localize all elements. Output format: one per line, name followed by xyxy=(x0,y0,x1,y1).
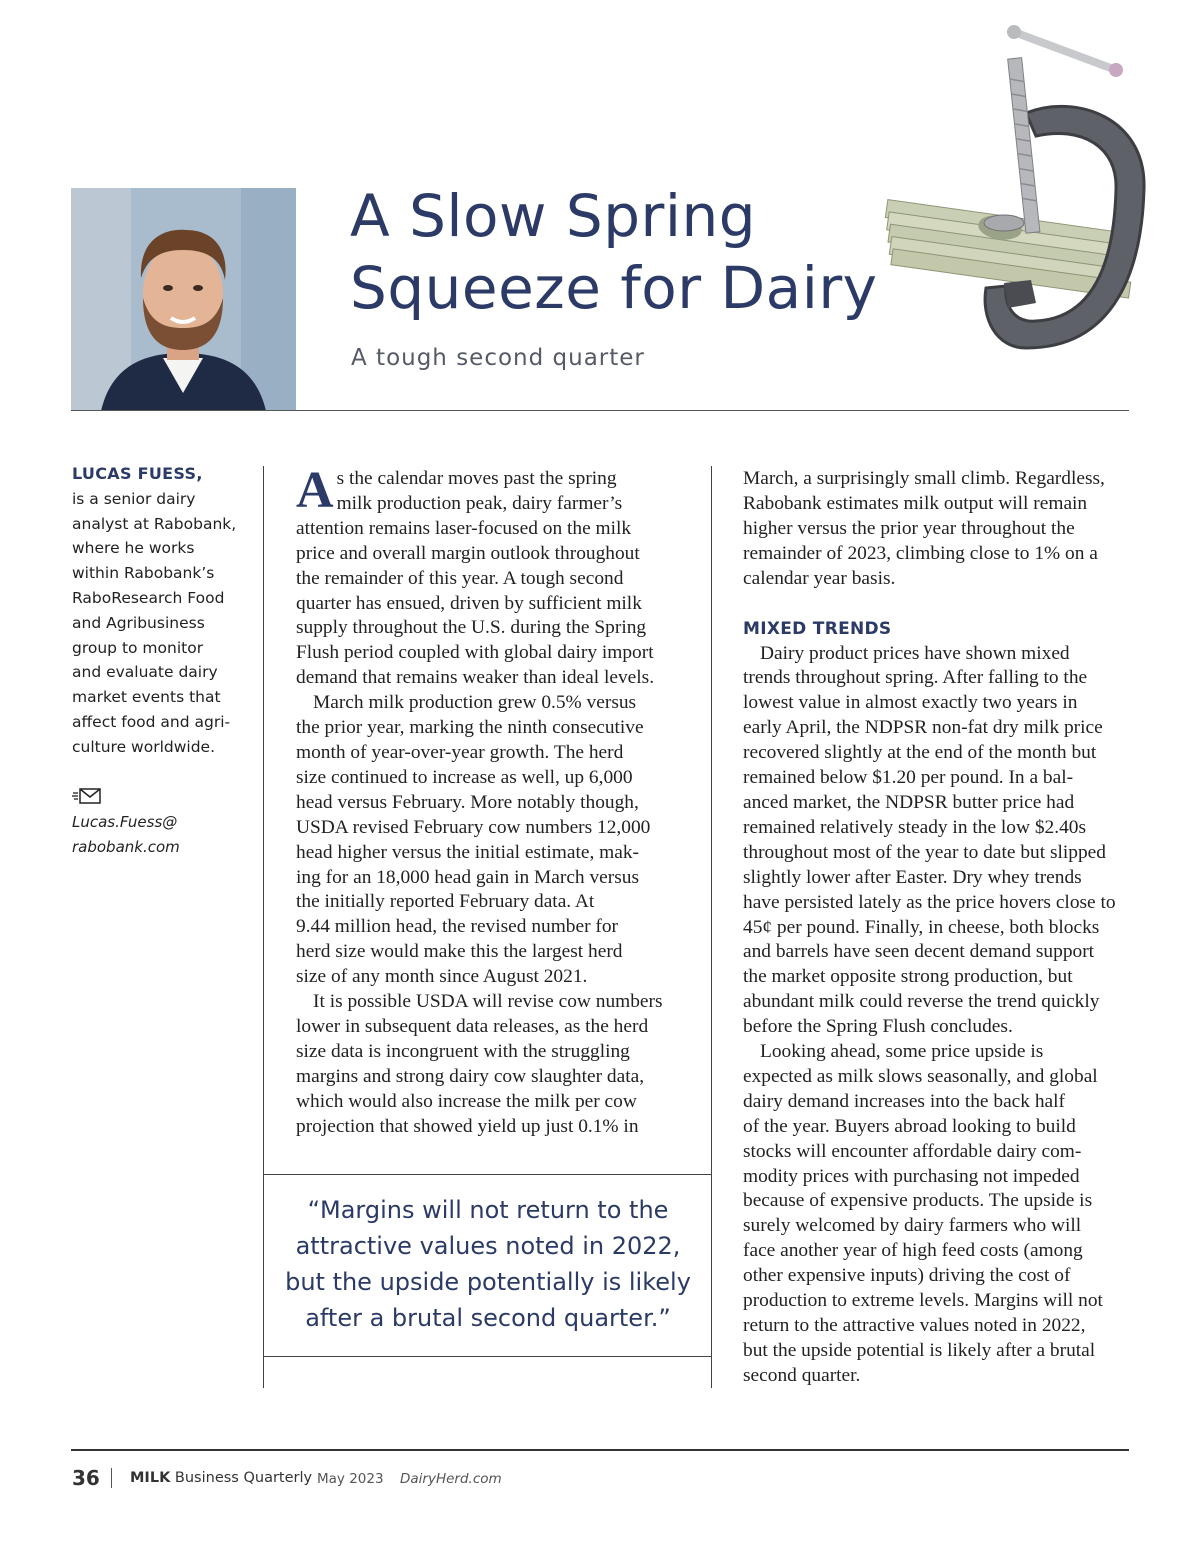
clamp-icon xyxy=(876,18,1166,373)
text-line: second quarter. xyxy=(743,1364,861,1386)
text-line: remained below $1.20 per pound. In a bal- xyxy=(743,767,1074,789)
text-line: Flush period coupled with global dairy import xyxy=(296,642,654,664)
text-line: USDA revised February cow numbers 12,000 xyxy=(296,816,651,838)
text-line: early April, the NDPSR non-fat dry milk price xyxy=(743,717,1103,739)
footer-separator xyxy=(111,1468,112,1488)
text-line: Rabobank estimates milk output will remain xyxy=(743,492,1088,514)
pull-quote-top-rule xyxy=(263,1174,711,1175)
text-line: s the calendar moves past the spring xyxy=(336,468,617,489)
pull-quote-line: “Margins will not return to the xyxy=(307,1196,669,1224)
bio-line: RaboResearch Food xyxy=(72,588,225,607)
text-line: head higher versus the initial estimate, mak- xyxy=(296,841,640,863)
text-line: milk production peak, dairy farmer’s xyxy=(336,492,623,514)
pull-quote-bottom-rule xyxy=(263,1356,711,1357)
text-line: other expensive inputs) driving the cost of xyxy=(743,1265,1071,1287)
bio-line: and evaluate dairy xyxy=(72,663,218,682)
text-line: and barrels have seen decent demand support xyxy=(743,941,1095,963)
text-line: 45¢ per pound. Finally, in cheese, both blocks xyxy=(743,916,1100,938)
text-line: March milk production grew 0.5% versus xyxy=(313,692,637,714)
text-line: attention remains laser-focused on the milk xyxy=(296,517,632,539)
column-divider xyxy=(263,466,264,1388)
bio-line: group to monitor xyxy=(72,638,204,657)
text-line: abundant milk could reverse the trend quickly xyxy=(743,991,1100,1013)
bio-line: affect food and agri- xyxy=(72,712,231,731)
text-line: Looking ahead, some price upside is xyxy=(760,1041,1044,1063)
text-line: modity prices with purchasing not impeded xyxy=(743,1165,1080,1187)
text-line: supply throughout the U.S. during the Spring xyxy=(296,617,647,639)
author-name: LUCAS FUESS, xyxy=(72,464,203,483)
text-line: the remainder of this year. A tough second xyxy=(296,567,624,589)
text-line: 9.44 million head, the revised number for xyxy=(296,916,619,938)
text-line: trends throughout spring. After falling to the xyxy=(743,667,1088,689)
text-line: It is possible USDA will revise cow numbers xyxy=(313,991,663,1013)
pull-quote-line: attractive values noted in 2022, xyxy=(295,1232,681,1260)
text-line: size of any month since August 2021. xyxy=(296,966,588,988)
text-line: before the Spring Flush concludes. xyxy=(743,1016,1013,1038)
text-line: March, a surprisingly small climb. Regardless, xyxy=(743,468,1105,489)
text-line: expected as milk slows seasonally, and global xyxy=(743,1065,1098,1087)
bio-line: is a senior dairy xyxy=(72,489,196,508)
text-line: but the upside potential is likely after a brutal xyxy=(743,1339,1096,1361)
website-link[interactable]: DairyHerd.com xyxy=(400,1471,502,1487)
text-line: size continued to increase as well, up 6,000 xyxy=(296,766,633,788)
title-line: A Slow Spring xyxy=(350,182,757,250)
author-portrait-image xyxy=(71,188,296,411)
text-line: anced market, the NDPSR butter price had xyxy=(743,791,1075,813)
issue-date: May 2023 xyxy=(317,1471,384,1487)
text-line: throughout most of the year to date but slipped xyxy=(743,841,1106,863)
text-line: face another year of high feed costs (among xyxy=(743,1240,1083,1262)
text-line: return to the attractive values noted in 2022, xyxy=(743,1315,1086,1336)
text-line: ing for an 18,000 head gain in March versus xyxy=(296,866,640,888)
pull-quote-line: after a brutal second quarter.” xyxy=(305,1304,671,1332)
text-line: lowest value in almost exactly two years in xyxy=(743,692,1078,714)
clamp-money-illustration xyxy=(876,18,1166,373)
article-column-1 xyxy=(296,462,676,1139)
pull-quote-line: but the upside potentially is likely xyxy=(285,1268,691,1296)
bio-line: market events that xyxy=(72,688,221,707)
bio-line: culture worldwide. xyxy=(72,737,216,756)
text-line: production to extreme levels. Margins will not xyxy=(743,1290,1103,1312)
column-2-text-bottom xyxy=(743,642,1133,1389)
column-divider xyxy=(711,466,712,1388)
publication-name-bold: MILK xyxy=(130,1470,171,1486)
author-portrait xyxy=(71,188,296,411)
text-line: the prior year, marking the ninth consecutive xyxy=(296,717,644,739)
text-line: remained relatively steady in the low $2.40s xyxy=(743,816,1087,838)
drop-cap: A xyxy=(296,462,334,519)
text-line: size data is incongruent with the struggling xyxy=(296,1040,630,1062)
text-line: slightly lower after Easter. Dry whey trends xyxy=(743,866,1082,888)
bio-line: where he works xyxy=(72,539,195,558)
text-line: calendar year basis. xyxy=(743,567,896,589)
text-line: month of year-over-year growth. The herd xyxy=(296,741,624,763)
text-line: which would also increase the milk per cow xyxy=(296,1090,637,1112)
text-line: stocks will encounter affordable dairy com- xyxy=(743,1140,1082,1162)
text-line: herd size would make this the largest herd xyxy=(296,941,623,963)
footer-divider xyxy=(71,1449,1129,1451)
text-line: of the year. Buyers abroad looking to build xyxy=(743,1115,1076,1137)
text-line: the initially reported February data. At xyxy=(296,891,595,913)
text-line: lower in subsequent data releases, as the herd xyxy=(296,1015,649,1037)
bio-line: and Agribusiness xyxy=(72,613,205,632)
section-heading: MIXED TRENDS xyxy=(743,618,892,639)
text-line: demand that remains weaker than ideal levels. xyxy=(296,667,655,689)
text-line: quarter has ensued, driven by sufficient milk xyxy=(296,592,642,614)
page-subtitle: A tough second quarter xyxy=(351,345,645,371)
text-line: recovered slightly at the end of the month but xyxy=(743,742,1097,764)
bio-line: analyst at Rabobank, xyxy=(72,514,237,533)
email-line: Lucas.Fuess@ xyxy=(72,812,178,831)
text-line: margins and strong dairy cow slaughter data, xyxy=(296,1065,645,1087)
page-title xyxy=(350,180,910,324)
article-column-2 xyxy=(743,467,1133,1389)
publication-name xyxy=(130,1470,312,1486)
pull-quote xyxy=(280,1192,696,1336)
text-line: projection that showed yield up just 0.1% in xyxy=(296,1115,639,1137)
text-line: head versus February. More notably though, xyxy=(296,791,639,813)
column-2-text-top xyxy=(743,467,1133,592)
text-line: higher versus the prior year throughout the xyxy=(743,517,1075,539)
text-line: surely welcomed by dairy farmers who will xyxy=(743,1215,1082,1237)
bio-line: within Rabobank’s xyxy=(72,564,215,583)
column-1-text xyxy=(296,462,676,1139)
text-line: Dairy product prices have shown mixed xyxy=(760,642,1070,664)
email-line: rabobank.com xyxy=(72,837,180,856)
text-line: the market opposite strong production, but xyxy=(743,966,1073,988)
text-line: remainder of 2023, climbing close to 1% on a xyxy=(743,542,1098,564)
header-divider xyxy=(71,410,1129,411)
mail-icon xyxy=(72,786,102,806)
title-line: Squeeze for Dairy xyxy=(350,254,878,322)
text-line: have persisted lately as the price hovers close to xyxy=(743,891,1116,913)
author-bio xyxy=(72,462,242,860)
text-line: dairy demand increases into the back half xyxy=(743,1090,1065,1112)
text-line: price and overall margin outlook throughout xyxy=(296,542,640,564)
page-number: 36 xyxy=(72,1466,100,1490)
text-line: because of expensive products. The upside is xyxy=(743,1190,1093,1212)
author-email-link[interactable] xyxy=(72,810,242,860)
publication-name-rest: Business Quarterly xyxy=(170,1470,313,1486)
